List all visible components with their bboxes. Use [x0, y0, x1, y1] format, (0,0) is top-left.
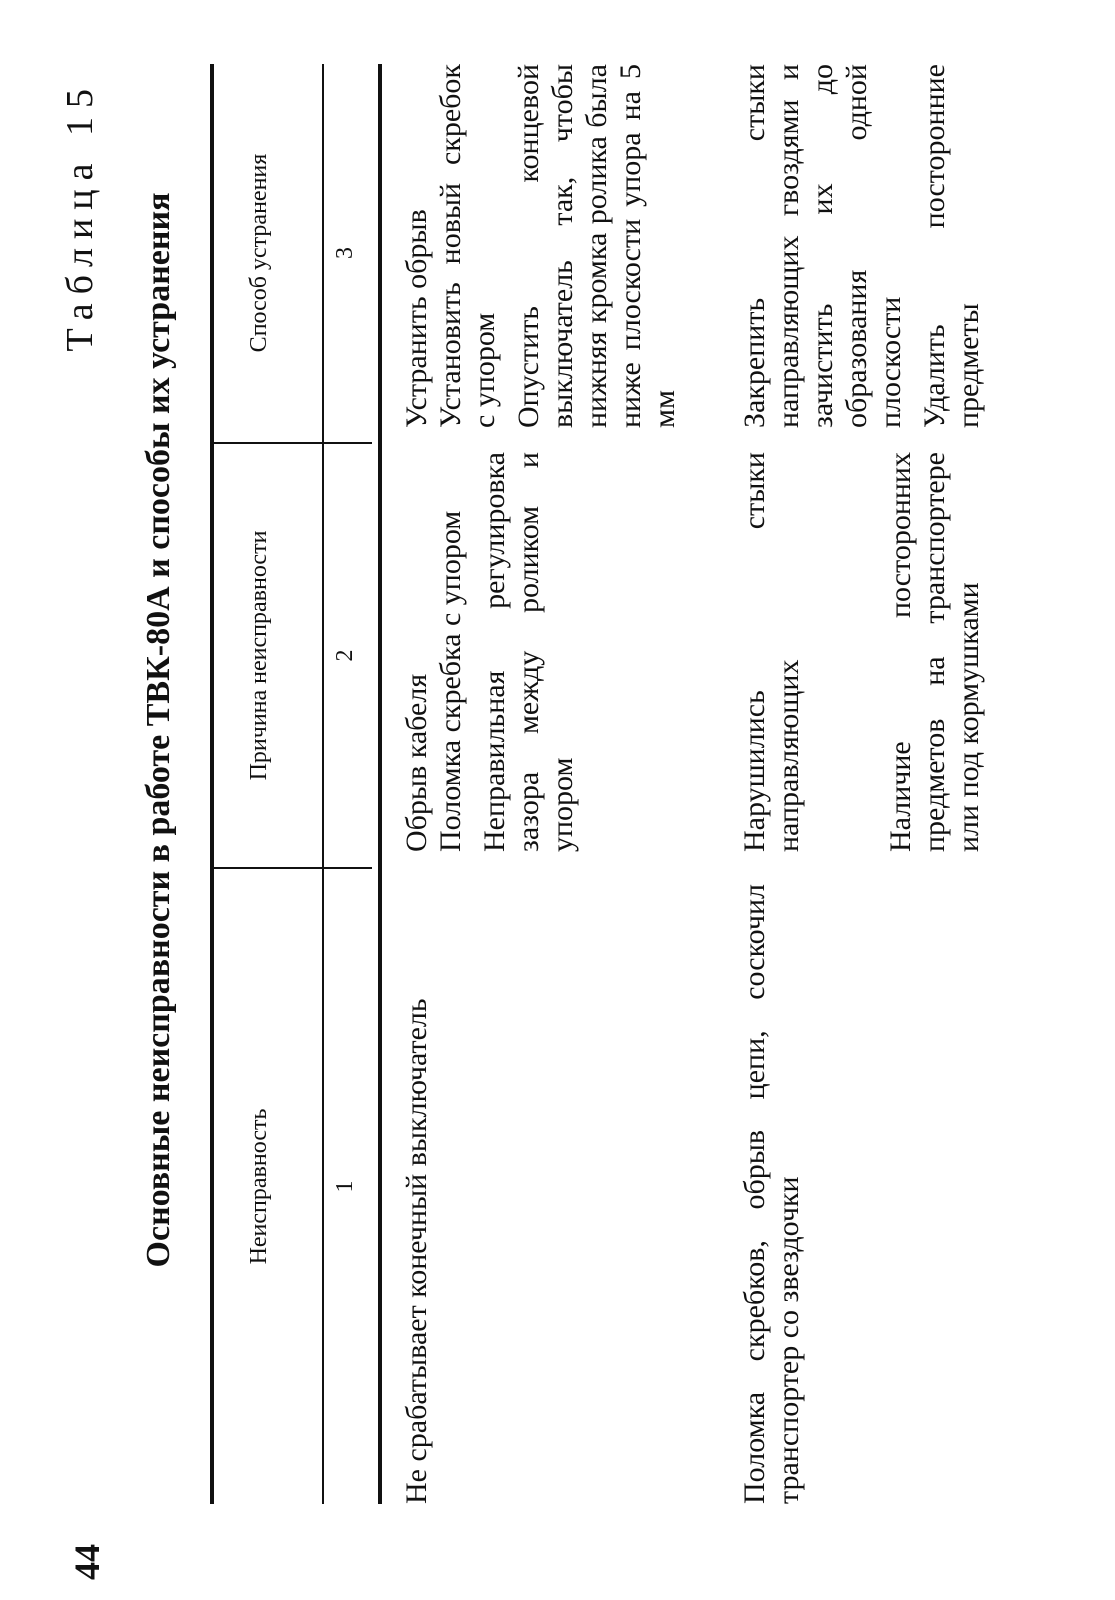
cause-text: Нарушились стыки направляющих	[738, 452, 805, 852]
column-number-1: 1	[332, 1180, 358, 1193]
header-fault: Неисправность	[246, 1108, 272, 1265]
page-number: 44	[67, 1544, 107, 1580]
cause-text: Поломка скребка с упором	[434, 510, 467, 852]
fault-text: Поломка скребков, обрыв цепи, соскочил транспортер со звездочки	[738, 884, 805, 1504]
cause-text: Наличие посторонних предметов на транспортере или под кормушками	[884, 452, 985, 852]
cause-cell	[738, 452, 986, 852]
remedy-text: Устранить обрыв	[400, 209, 433, 428]
remedy-text: Закрепить стыки направляющих гвоздями и зачистить их до образования одной плоскости	[738, 64, 907, 428]
column-number-3: 3	[332, 247, 358, 259]
remedy-text: Установить новый скребок с упором	[434, 64, 501, 428]
column-number-2: 2	[332, 649, 358, 662]
table-top-rule	[210, 64, 214, 1504]
remedy-text: Удалить посторонние предметы	[918, 64, 985, 428]
table-header-rule	[322, 64, 324, 1504]
fault-cell	[400, 884, 434, 1504]
header-remedy: Способ устранения	[246, 153, 272, 353]
table-label: Таблица 15	[59, 80, 101, 352]
header-cause: Причина неисправности	[246, 530, 272, 781]
fault-text: Не срабатывает конечный выключатель	[400, 998, 433, 1504]
cause-cell	[400, 452, 580, 852]
remedy-cell	[738, 64, 986, 428]
cause-text: Обрыв кабеля	[400, 673, 433, 852]
table-number-rule	[378, 64, 382, 1504]
table-title: Основные неисправности в работе ТВК-80А и способы их устранения	[140, 192, 177, 1268]
remedy-cell	[400, 64, 682, 428]
cause-text: Неправильная регулировка зазора между роликом и упором	[478, 452, 579, 852]
fault-cell	[738, 884, 806, 1504]
remedy-text: Опустить концевой выключатель так, чтобы нижняя кромка ролика была ниже плоскости упора на 5 мм	[512, 64, 681, 428]
